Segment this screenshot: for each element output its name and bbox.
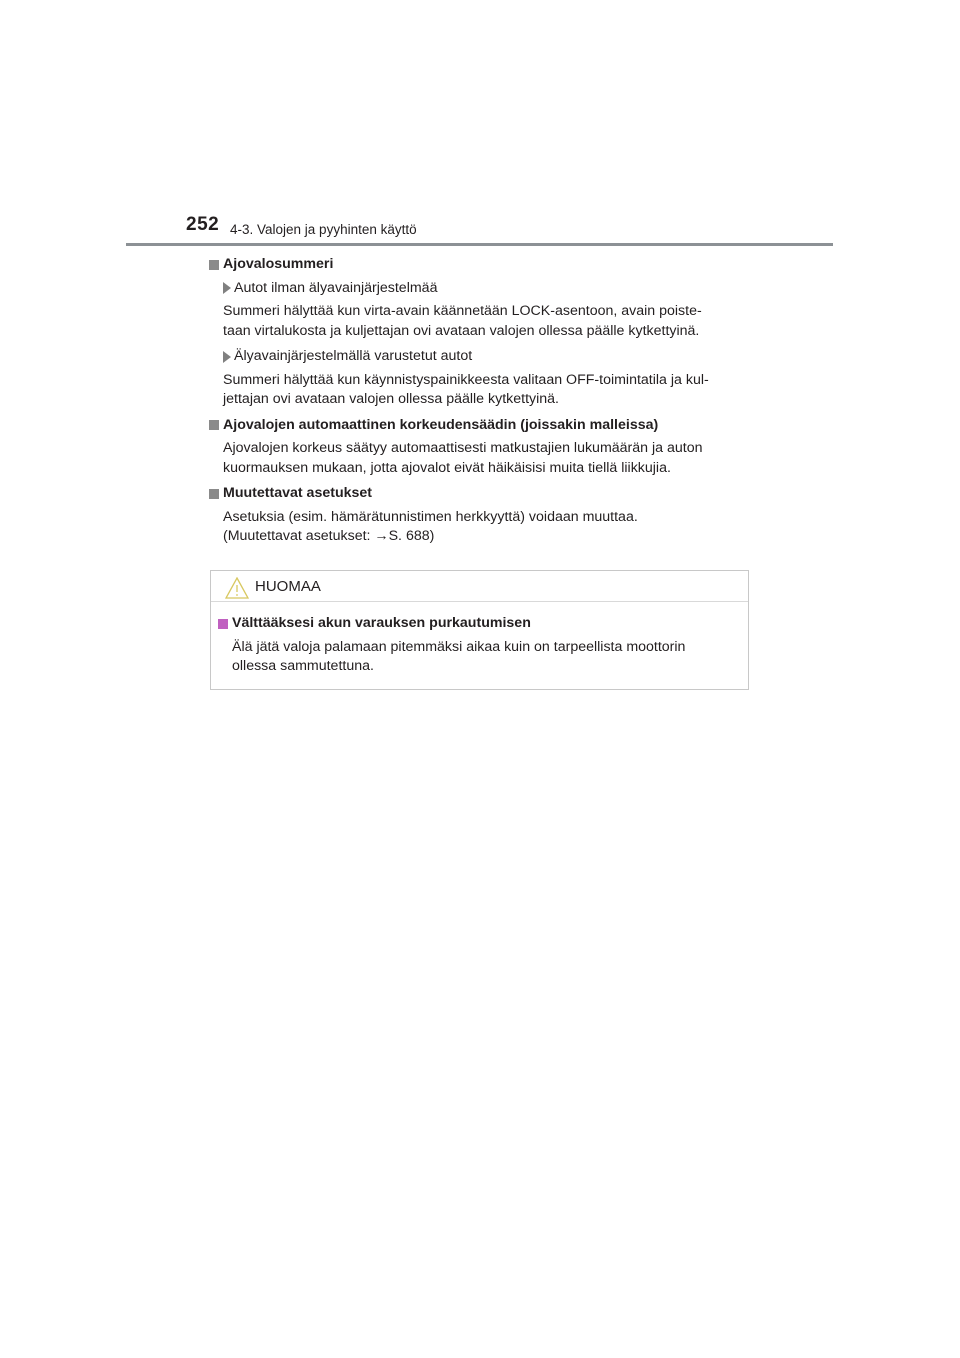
paragraph <box>209 508 749 547</box>
square-bullet-icon <box>209 420 219 430</box>
header-divider <box>126 243 833 246</box>
square-bullet-icon <box>209 489 219 499</box>
paragraph-line: Summeri hälyttää kun käynnistyspainikkeesta valitaan OFF-toimintatila ja kul- <box>223 371 709 388</box>
notice-paragraph <box>218 638 738 677</box>
square-bullet-icon <box>218 619 228 629</box>
notice-body <box>211 602 748 677</box>
paragraph-line: ollessa sammutettuna. <box>232 658 374 674</box>
page-number: 252 <box>186 214 220 235</box>
paragraph-line: Älä jätä valoja palamaan pitemmäksi aikaa kuin on tarpeellista moottorin <box>232 638 686 655</box>
square-bullet-icon <box>209 260 219 270</box>
paragraph-line: jettajan ovi avataan valojen ollessa päälle kytkettyinä. <box>223 391 559 407</box>
paragraph <box>209 371 749 410</box>
section-title: 4-3. Valojen ja pyyhinten käyttö <box>230 222 417 237</box>
sub-heading-without-smart-key <box>209 279 749 299</box>
section-heading-headlight-buzzer <box>209 255 749 275</box>
notice-heading <box>218 614 738 634</box>
sub-heading-text: Älyavainjärjestelmällä varustetut autot <box>234 348 473 364</box>
paragraph-line: Summeri hälyttää kun virta-avain käännetään LOCK-asentoon, avain poiste- <box>223 303 702 319</box>
notice-title: HUOMAA <box>255 577 321 595</box>
paragraph-line: (Muutettavat asetukset: →S. 688) <box>223 528 435 544</box>
heading-text: Muutettavat asetukset <box>223 485 373 501</box>
sub-heading-text: Autot ilman älyavainjärjestelmää <box>234 279 438 296</box>
paragraph-line: Ajovalojen korkeus säätyy automaattisesti matkustajien lukumäärän ja auton <box>223 440 703 456</box>
heading-text: Välttääksesi akun varauksen purkautumisen <box>232 615 531 631</box>
triangle-bullet-icon <box>223 351 231 363</box>
sub-heading-with-smart-key <box>209 347 749 367</box>
paragraph-line: kuormauksen mukaan, jotta ajovalot eivät häikäisisi muita tiellä liikkujia. <box>223 459 671 476</box>
main-content <box>209 255 749 553</box>
section-heading-customizable-settings <box>209 484 749 504</box>
triangle-bullet-icon <box>223 282 231 294</box>
notice-box <box>210 570 749 690</box>
paragraph <box>209 302 749 341</box>
warning-triangle-icon <box>225 577 249 599</box>
heading-text: Ajovalosummeri <box>223 256 334 272</box>
heading-text: Ajovalojen automaattinen korkeudensäädin (joissakin malleissa) <box>223 416 659 433</box>
section-heading-auto-leveling <box>209 416 749 436</box>
notice-header <box>211 571 748 602</box>
paragraph-line: taan virtalukosta ja kuljettajan ovi avataan valojen ollessa päälle kytkettyinä. <box>223 322 700 339</box>
paragraph <box>209 439 749 478</box>
paragraph-line: Asetuksia (esim. hämärätunnistimen herkkyyttä) voidaan muuttaa. <box>223 508 638 525</box>
